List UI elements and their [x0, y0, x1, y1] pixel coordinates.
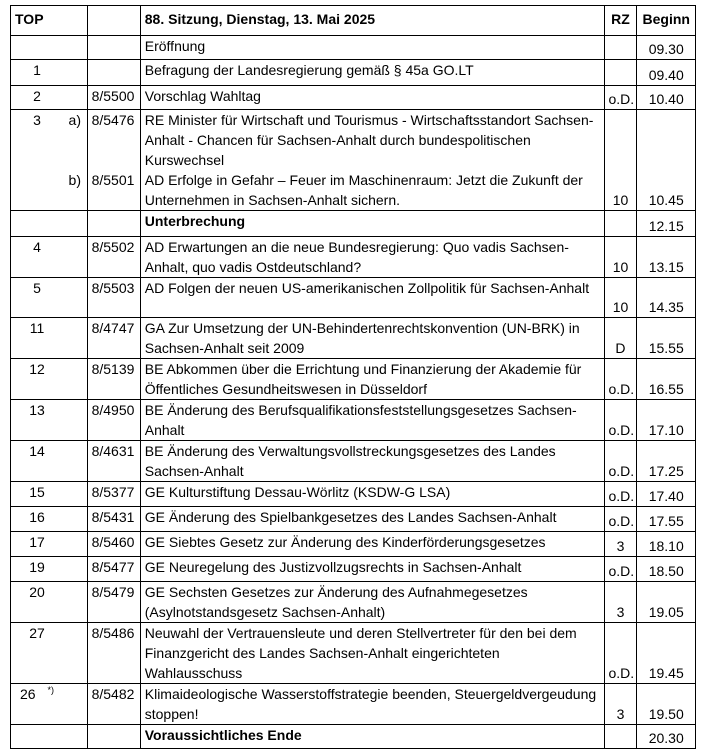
agenda-time: 10.45: [637, 110, 696, 211]
agenda-time: 12.15: [637, 211, 696, 237]
agenda-drs: 8/4747: [87, 318, 140, 359]
header-begin: Beginn: [637, 6, 696, 36]
agenda-time: 19.05: [637, 582, 696, 623]
agenda-desc: GE Sechsten Gesetzes zur Änderung des Aufnahmegesetzes (Asylnotstandsgesetz Sachsen-Anhalt): [140, 582, 604, 623]
table-row: [11, 400, 696, 441]
agenda-time: 20.30: [637, 725, 696, 749]
agenda-desc: Vorschlag Wahltag: [140, 86, 604, 110]
agenda-time: 19.50: [637, 684, 696, 725]
agenda-drs: 8/5477: [87, 557, 140, 582]
agenda-desc: AD Erwartungen an die neue Bundesregierung: Quo vadis Sachsen-Anhalt, quo vadis Ostdeutschland?: [140, 237, 604, 278]
table-row: [11, 623, 696, 684]
table-row: [11, 582, 696, 623]
agenda-rz: o.D.: [604, 86, 637, 110]
agenda-top: 5: [33, 280, 41, 296]
header-top: TOP: [11, 6, 88, 36]
agenda-top: 27: [29, 625, 45, 641]
agenda-sub-a: a): [68, 112, 81, 128]
agenda-drs: 8/5482: [87, 684, 140, 725]
agenda-drs: 8/5431: [87, 507, 140, 532]
agenda-rz: o.D.: [604, 359, 637, 400]
agenda-drs: 8/4631: [87, 441, 140, 482]
agenda-sub-b: b): [68, 172, 81, 188]
agenda-rz: 3: [604, 582, 637, 623]
agenda-desc-b: AD Erfolge in Gefahr – Feuer im Maschinenraum: Jetzt die Zukunft der Unternehmen in Sachsen-Anhalt sichern.: [144, 172, 583, 208]
agenda-rz: 10: [604, 237, 637, 278]
footnote-mark: *): [47, 685, 55, 696]
agenda-desc: GA Zur Umsetzung der UN-Behindertenrechtskonvention (UN-BRK) in Sachsen-Anhalt seit 2009: [140, 318, 604, 359]
table-row: [11, 684, 696, 725]
table-row: [11, 278, 696, 318]
agenda-desc: AD Folgen der neuen US-amerikanischen Zollpolitik für Sachsen-Anhalt: [140, 278, 604, 318]
agenda-time: 13.15: [637, 237, 696, 278]
agenda-drs-b: 8/5501: [91, 172, 135, 188]
agenda-desc: GE Siebtes Gesetz zur Änderung des Kinderförderungsgesetzes: [140, 532, 604, 557]
agenda-top: 15: [29, 484, 45, 500]
agenda-drs: 8/5500: [87, 86, 140, 110]
agenda-top: 26 *): [19, 685, 55, 702]
agenda-top: 12: [29, 361, 45, 377]
table-row: [11, 441, 696, 482]
agenda-drs: 8/4950: [87, 400, 140, 441]
agenda-time: 18.10: [637, 532, 696, 557]
agenda-rz: o.D.: [604, 400, 637, 441]
agenda-rz: o.D.: [604, 482, 637, 507]
agenda-drs: 8/5486: [87, 623, 140, 684]
table-row: [11, 318, 696, 359]
agenda-time: 18.50: [637, 557, 696, 582]
agenda-top: 17: [29, 534, 45, 550]
agenda-top: 20: [29, 584, 45, 600]
agenda-drs: 8/5377: [87, 482, 140, 507]
table-row: [11, 532, 696, 557]
agenda-top: 1: [33, 62, 41, 78]
agenda-time: 17.40: [637, 482, 696, 507]
agenda-desc: Unterbrechung: [140, 211, 604, 237]
table-row: [11, 557, 696, 582]
agenda-top: 3: [33, 112, 41, 128]
agenda-desc: Befragung der Landesregierung gemäß § 45a GO.LT: [140, 60, 604, 86]
agenda-rz: o.D.: [604, 441, 637, 482]
agenda-top: 13: [29, 402, 45, 418]
agenda-top: 4: [33, 239, 41, 255]
agenda-desc: BE Abkommen über die Errichtung und Finanzierung der Akademie für Öffentliches Gesundheitswesen in Düsseldorf: [140, 359, 604, 400]
agenda-drs: 8/5139: [87, 359, 140, 400]
agenda-desc: BE Änderung des Berufsqualifikationsfeststellungsgesetzes Sachsen-Anhalt: [140, 400, 604, 441]
agenda-time: 10.40: [637, 86, 696, 110]
agenda-drs: 8/5479: [87, 582, 140, 623]
agenda-time: 17.25: [637, 441, 696, 482]
agenda-time: 16.55: [637, 359, 696, 400]
agenda-top: 14: [29, 443, 45, 459]
table-row: [11, 86, 696, 110]
agenda-desc: GE Neuregelung des Justizvollzugsrechts in Sachsen-Anhalt: [140, 557, 604, 582]
agenda-drs: 8/5503: [87, 278, 140, 318]
agenda-desc: GE Änderung des Spielbankgesetzes des Landes Sachsen-Anhalt: [140, 507, 604, 532]
agenda-top: 11: [29, 320, 45, 336]
agenda-time: 19.45: [637, 623, 696, 684]
table-row: [11, 725, 696, 749]
agenda-time: 14.35: [637, 278, 696, 318]
agenda-top: 19: [29, 559, 45, 575]
agenda-desc: BE Änderung des Verwaltungsvollstreckungsgesetzes des Landes Sachsen-Anhalt: [140, 441, 604, 482]
header-row: [11, 6, 696, 36]
agenda-time: 15.55: [637, 318, 696, 359]
agenda-desc-a: RE Minister für Wirtschaft und Tourismus - Wirtschaftsstandort Sachsen-Anhalt - Chancen für Sachsen-Anhalt durch bundespolitischen Kurswechsel: [144, 112, 594, 168]
agenda-rz: o.D.: [604, 507, 637, 532]
agenda-time: 09.40: [637, 60, 696, 86]
agenda-desc: Voraussichtliches Ende: [140, 725, 604, 749]
agenda-rz: 3: [604, 684, 637, 725]
agenda-top: 2: [33, 88, 41, 104]
agenda-top: 16: [29, 509, 45, 525]
agenda-desc: Neuwahl der Vertrauensleute und deren Stellvertreter für den bei dem Finanzgericht des Landes Sachsen-Anhalt eingerichteten Wahlausschuss: [140, 623, 604, 684]
table-row: [11, 36, 696, 60]
session-title: 88. Sitzung, Dienstag, 13. Mai 2025: [140, 6, 604, 36]
table-row: [11, 482, 696, 507]
agenda-rz: 3: [604, 532, 637, 557]
table-row: [11, 211, 696, 237]
agenda-drs: 8/5502: [87, 237, 140, 278]
agenda-rz: D: [604, 318, 637, 359]
table-row: [11, 237, 696, 278]
agenda-drs: 8/5460: [87, 532, 140, 557]
agenda-drs-a: 8/5476: [91, 112, 135, 128]
table-row: [11, 110, 696, 211]
agenda-rz: o.D.: [604, 557, 637, 582]
agenda-rz: 10: [604, 278, 637, 318]
header-rz: RZ: [604, 6, 637, 36]
agenda-desc: GE Kulturstiftung Dessau-Wörlitz (KSDW-G LSA): [140, 482, 604, 507]
table-row: [11, 60, 696, 86]
table-row: [11, 359, 696, 400]
agenda-time: 09.30: [637, 36, 696, 60]
agenda-rz: o.D.: [604, 623, 637, 684]
agenda-rz: 10: [604, 110, 637, 211]
agenda-time: 17.10: [637, 400, 696, 441]
table-row: [11, 507, 696, 532]
agenda-desc: Eröffnung: [140, 36, 604, 60]
agenda-table: [10, 5, 696, 749]
agenda-desc: Klimaideologische Wasserstoffstrategie beenden, Steuergeldvergeudung stoppen!: [140, 684, 604, 725]
agenda-time: 17.55: [637, 507, 696, 532]
